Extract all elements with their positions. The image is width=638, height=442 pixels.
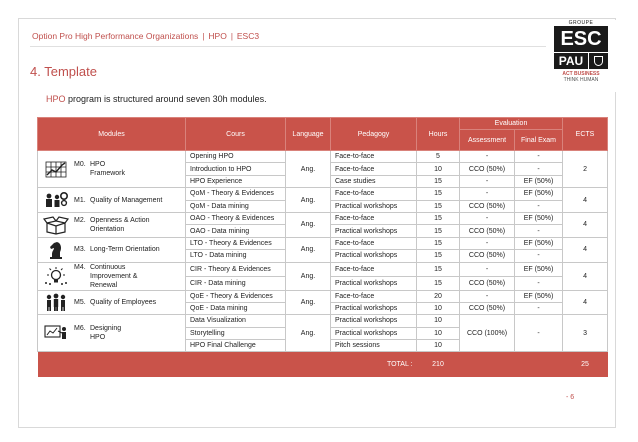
hours-cell: 20 <box>417 290 460 302</box>
final-exam-cell: - <box>515 225 563 237</box>
ects-cell: 4 <box>563 290 608 315</box>
pedagogy-cell: Case studies <box>331 175 417 187</box>
assessment-cell: CCO (50%) <box>460 276 515 290</box>
chess-knight-icon <box>42 240 70 260</box>
module-label <box>74 298 156 307</box>
table-body <box>38 151 608 377</box>
module-code: M4. <box>74 263 86 271</box>
module-code: M3. <box>74 246 86 254</box>
hours-cell: 15 <box>417 200 460 212</box>
open-box-icon <box>42 215 70 235</box>
pedagogy-cell: Practical workshops <box>331 200 417 212</box>
ects-cell: 2 <box>563 151 608 188</box>
hours-cell: 15 <box>417 212 460 224</box>
breadcrumb-item: HPO <box>208 31 227 41</box>
total-hours: 210 <box>417 352 460 377</box>
pedagogy-cell: Pitch sessions <box>331 340 417 352</box>
module-cell-content <box>38 213 185 237</box>
language-cell: Ang. <box>286 188 331 213</box>
final-exam-cell: EF (50%) <box>515 188 563 200</box>
modules-table <box>37 117 608 377</box>
ects-cell: 4 <box>563 188 608 213</box>
module-cell <box>38 151 186 188</box>
hours-cell: 15 <box>417 175 460 187</box>
page-title: 4. Template <box>30 64 97 79</box>
logo-pau: PAU <box>554 53 588 69</box>
pedagogy-cell: Face-to-face <box>331 163 417 175</box>
assessment-cell: CCO (50%) <box>460 302 515 314</box>
module-cell-content <box>38 315 185 351</box>
final-exam-cell: - <box>515 163 563 175</box>
esc-pau-logo <box>546 20 616 92</box>
hours-cell: 10 <box>417 315 460 327</box>
ects-cell: 3 <box>563 315 608 352</box>
breadcrumb-item: ESC3 <box>236 31 260 41</box>
crest-icon <box>589 53 608 69</box>
module-label <box>74 216 158 234</box>
module-cell-content <box>38 188 185 212</box>
assessment-cell: - <box>460 188 515 200</box>
page-number: - 6 <box>566 394 575 401</box>
final-exam-cell: - <box>515 151 563 163</box>
modules-table-wrapper <box>37 117 607 377</box>
header-cours: Cours <box>186 118 286 151</box>
module-label <box>74 160 132 178</box>
table-row <box>38 262 608 276</box>
final-exam-cell: - <box>515 315 563 352</box>
logo-tagline-2: THINK HUMAN <box>563 77 599 83</box>
table-row <box>38 212 608 224</box>
module-cell-content <box>38 238 185 262</box>
final-exam-cell: EF (50%) <box>515 290 563 302</box>
team-gears-icon <box>42 190 70 210</box>
final-exam-cell: EF (50%) <box>515 237 563 249</box>
pedagogy-cell: Practical workshops <box>331 250 417 262</box>
hours-cell: 15 <box>417 225 460 237</box>
total-ects: 25 <box>563 352 608 377</box>
module-cell <box>38 290 186 315</box>
hours-cell: 10 <box>417 340 460 352</box>
pedagogy-cell: Face-to-face <box>331 151 417 163</box>
pedagogy-cell: Face-to-face <box>331 212 417 224</box>
course-cell: Opening HPO <box>186 151 286 163</box>
module-code: M5. <box>74 298 86 306</box>
course-cell: CIR - Theory & Evidences <box>186 262 286 276</box>
module-name: HPO Framework <box>90 161 126 178</box>
module-cell <box>38 262 186 290</box>
module-code: M6. <box>74 325 86 333</box>
table-row <box>38 315 608 327</box>
pedagogy-cell: Face-to-face <box>331 237 417 249</box>
assessment-cell: CCO (50%) <box>460 225 515 237</box>
module-code: M1. <box>74 196 86 204</box>
assessment-cell: - <box>460 175 515 187</box>
course-cell: CIR - Data mining <box>186 276 286 290</box>
course-cell: QoM - Theory & Evidences <box>186 188 286 200</box>
course-cell: Storytelling <box>186 327 286 339</box>
language-cell: Ang. <box>286 262 331 290</box>
course-cell: LTO - Theory & Evidences <box>186 237 286 249</box>
language-cell: Ang. <box>286 212 331 237</box>
course-cell: Data Visualization <box>186 315 286 327</box>
course-cell: QoE - Data mining <box>186 302 286 314</box>
assessment-cell: - <box>460 212 515 224</box>
module-name: Quality of Employees <box>90 298 157 306</box>
module-name: Designing HPO <box>90 325 122 342</box>
design-board-icon <box>42 323 70 343</box>
total-spacer <box>38 352 331 377</box>
course-cell: QoM - Data mining <box>186 200 286 212</box>
total-label: TOTAL : <box>331 352 417 377</box>
logo-groupe: GROUPE <box>568 20 594 26</box>
total-row <box>38 352 608 377</box>
course-cell: Introduction to HPO <box>186 163 286 175</box>
module-cell-content <box>38 291 185 315</box>
header-final-exam: Final Exam <box>515 130 563 151</box>
module-label <box>74 196 162 205</box>
assessment-cell: - <box>460 151 515 163</box>
module-label <box>74 245 160 254</box>
hours-cell: 10 <box>417 327 460 339</box>
module-cell <box>38 188 186 213</box>
total-spacer <box>460 352 563 377</box>
table-row <box>38 188 608 200</box>
course-cell: OAO - Data mining <box>186 225 286 237</box>
pedagogy-cell: Practical workshops <box>331 225 417 237</box>
assessment-cell: CCO (50%) <box>460 163 515 175</box>
module-label <box>74 324 132 342</box>
table-row <box>38 290 608 302</box>
header-language: Language <box>286 118 331 151</box>
people-group-icon <box>42 292 70 312</box>
hours-cell: 15 <box>417 237 460 249</box>
logo-tagline-1: ACT BUSINESS <box>562 71 600 77</box>
final-exam-cell: - <box>515 200 563 212</box>
assessment-cell: CCO (50%) <box>460 200 515 212</box>
grid-chart-icon <box>42 159 70 179</box>
logo-esc: ESC <box>554 26 608 52</box>
hours-cell: 15 <box>417 276 460 290</box>
table-row <box>38 151 608 163</box>
intro-text <box>46 94 267 104</box>
hours-cell: 5 <box>417 151 460 163</box>
module-cell-content <box>38 151 185 187</box>
assessment-cell: - <box>460 237 515 249</box>
module-name: Long-Term Orientation <box>90 246 160 254</box>
lightbulb-icon <box>42 266 70 286</box>
ects-cell: 4 <box>563 262 608 290</box>
breadcrumb-separator: | <box>202 32 205 41</box>
module-name: Openness & Action Orientation <box>90 216 150 233</box>
language-cell: Ang. <box>286 315 331 352</box>
final-exam-cell: - <box>515 250 563 262</box>
final-exam-cell: - <box>515 302 563 314</box>
pedagogy-cell: Face-to-face <box>331 262 417 276</box>
assessment-cell: - <box>460 262 515 276</box>
course-cell: HPO Experience <box>186 175 286 187</box>
hours-cell: 15 <box>417 250 460 262</box>
pedagogy-cell: Practical workshops <box>331 315 417 327</box>
module-cell <box>38 315 186 352</box>
module-name: Continuous Improvement & Renewal <box>90 263 138 289</box>
breadcrumb-separator: | <box>230 32 233 41</box>
breadcrumb-item: Option Pro High Performance Organizations <box>32 31 199 41</box>
breadcrumb <box>32 31 259 41</box>
header-assessment: Assessment <box>460 130 515 151</box>
module-code: M0. <box>74 161 86 169</box>
header-divider <box>30 46 556 47</box>
assessment-cell: CCO (50%) <box>460 250 515 262</box>
module-cell-content <box>38 263 185 290</box>
module-code: M2. <box>74 216 86 224</box>
final-exam-cell: - <box>515 276 563 290</box>
pedagogy-cell: Face-to-face <box>331 290 417 302</box>
module-name: Quality of Management <box>90 196 163 204</box>
final-exam-cell: EF (50%) <box>515 262 563 276</box>
header-evaluation: Evaluation <box>460 118 563 130</box>
pedagogy-cell: Face-to-face <box>331 188 417 200</box>
course-cell: HPO Final Challenge <box>186 340 286 352</box>
language-cell: Ang. <box>286 237 331 262</box>
course-cell: QoE - Theory & Evidences <box>186 290 286 302</box>
ects-cell: 4 <box>563 237 608 262</box>
hours-cell: 15 <box>417 188 460 200</box>
module-cell <box>38 212 186 237</box>
intro-highlight: HPO <box>46 94 66 104</box>
ects-cell: 4 <box>563 212 608 237</box>
module-label <box>74 263 158 290</box>
assessment-cell: CCO (100%) <box>460 315 515 352</box>
module-cell <box>38 237 186 262</box>
final-exam-cell: EF (50%) <box>515 175 563 187</box>
header-ects: ECTS <box>563 118 608 151</box>
table-row <box>38 237 608 249</box>
pedagogy-cell: Practical workshops <box>331 302 417 314</box>
header-modules: Modules <box>38 118 186 151</box>
hours-cell: 10 <box>417 163 460 175</box>
header-pedagogy: Pedagogy <box>331 118 417 151</box>
intro-rest: program is structured around seven 30h modules. <box>65 94 267 104</box>
header-hours: Hours <box>417 118 460 151</box>
final-exam-cell: EF (50%) <box>515 212 563 224</box>
language-cell: Ang. <box>286 290 331 315</box>
hours-cell: 15 <box>417 262 460 276</box>
course-cell: LTO - Data mining <box>186 250 286 262</box>
course-cell: OAO - Theory & Evidences <box>186 212 286 224</box>
pedagogy-cell: Practical workshops <box>331 276 417 290</box>
pedagogy-cell: Practical workshops <box>331 327 417 339</box>
hours-cell: 10 <box>417 302 460 314</box>
language-cell: Ang. <box>286 151 331 188</box>
assessment-cell: - <box>460 290 515 302</box>
